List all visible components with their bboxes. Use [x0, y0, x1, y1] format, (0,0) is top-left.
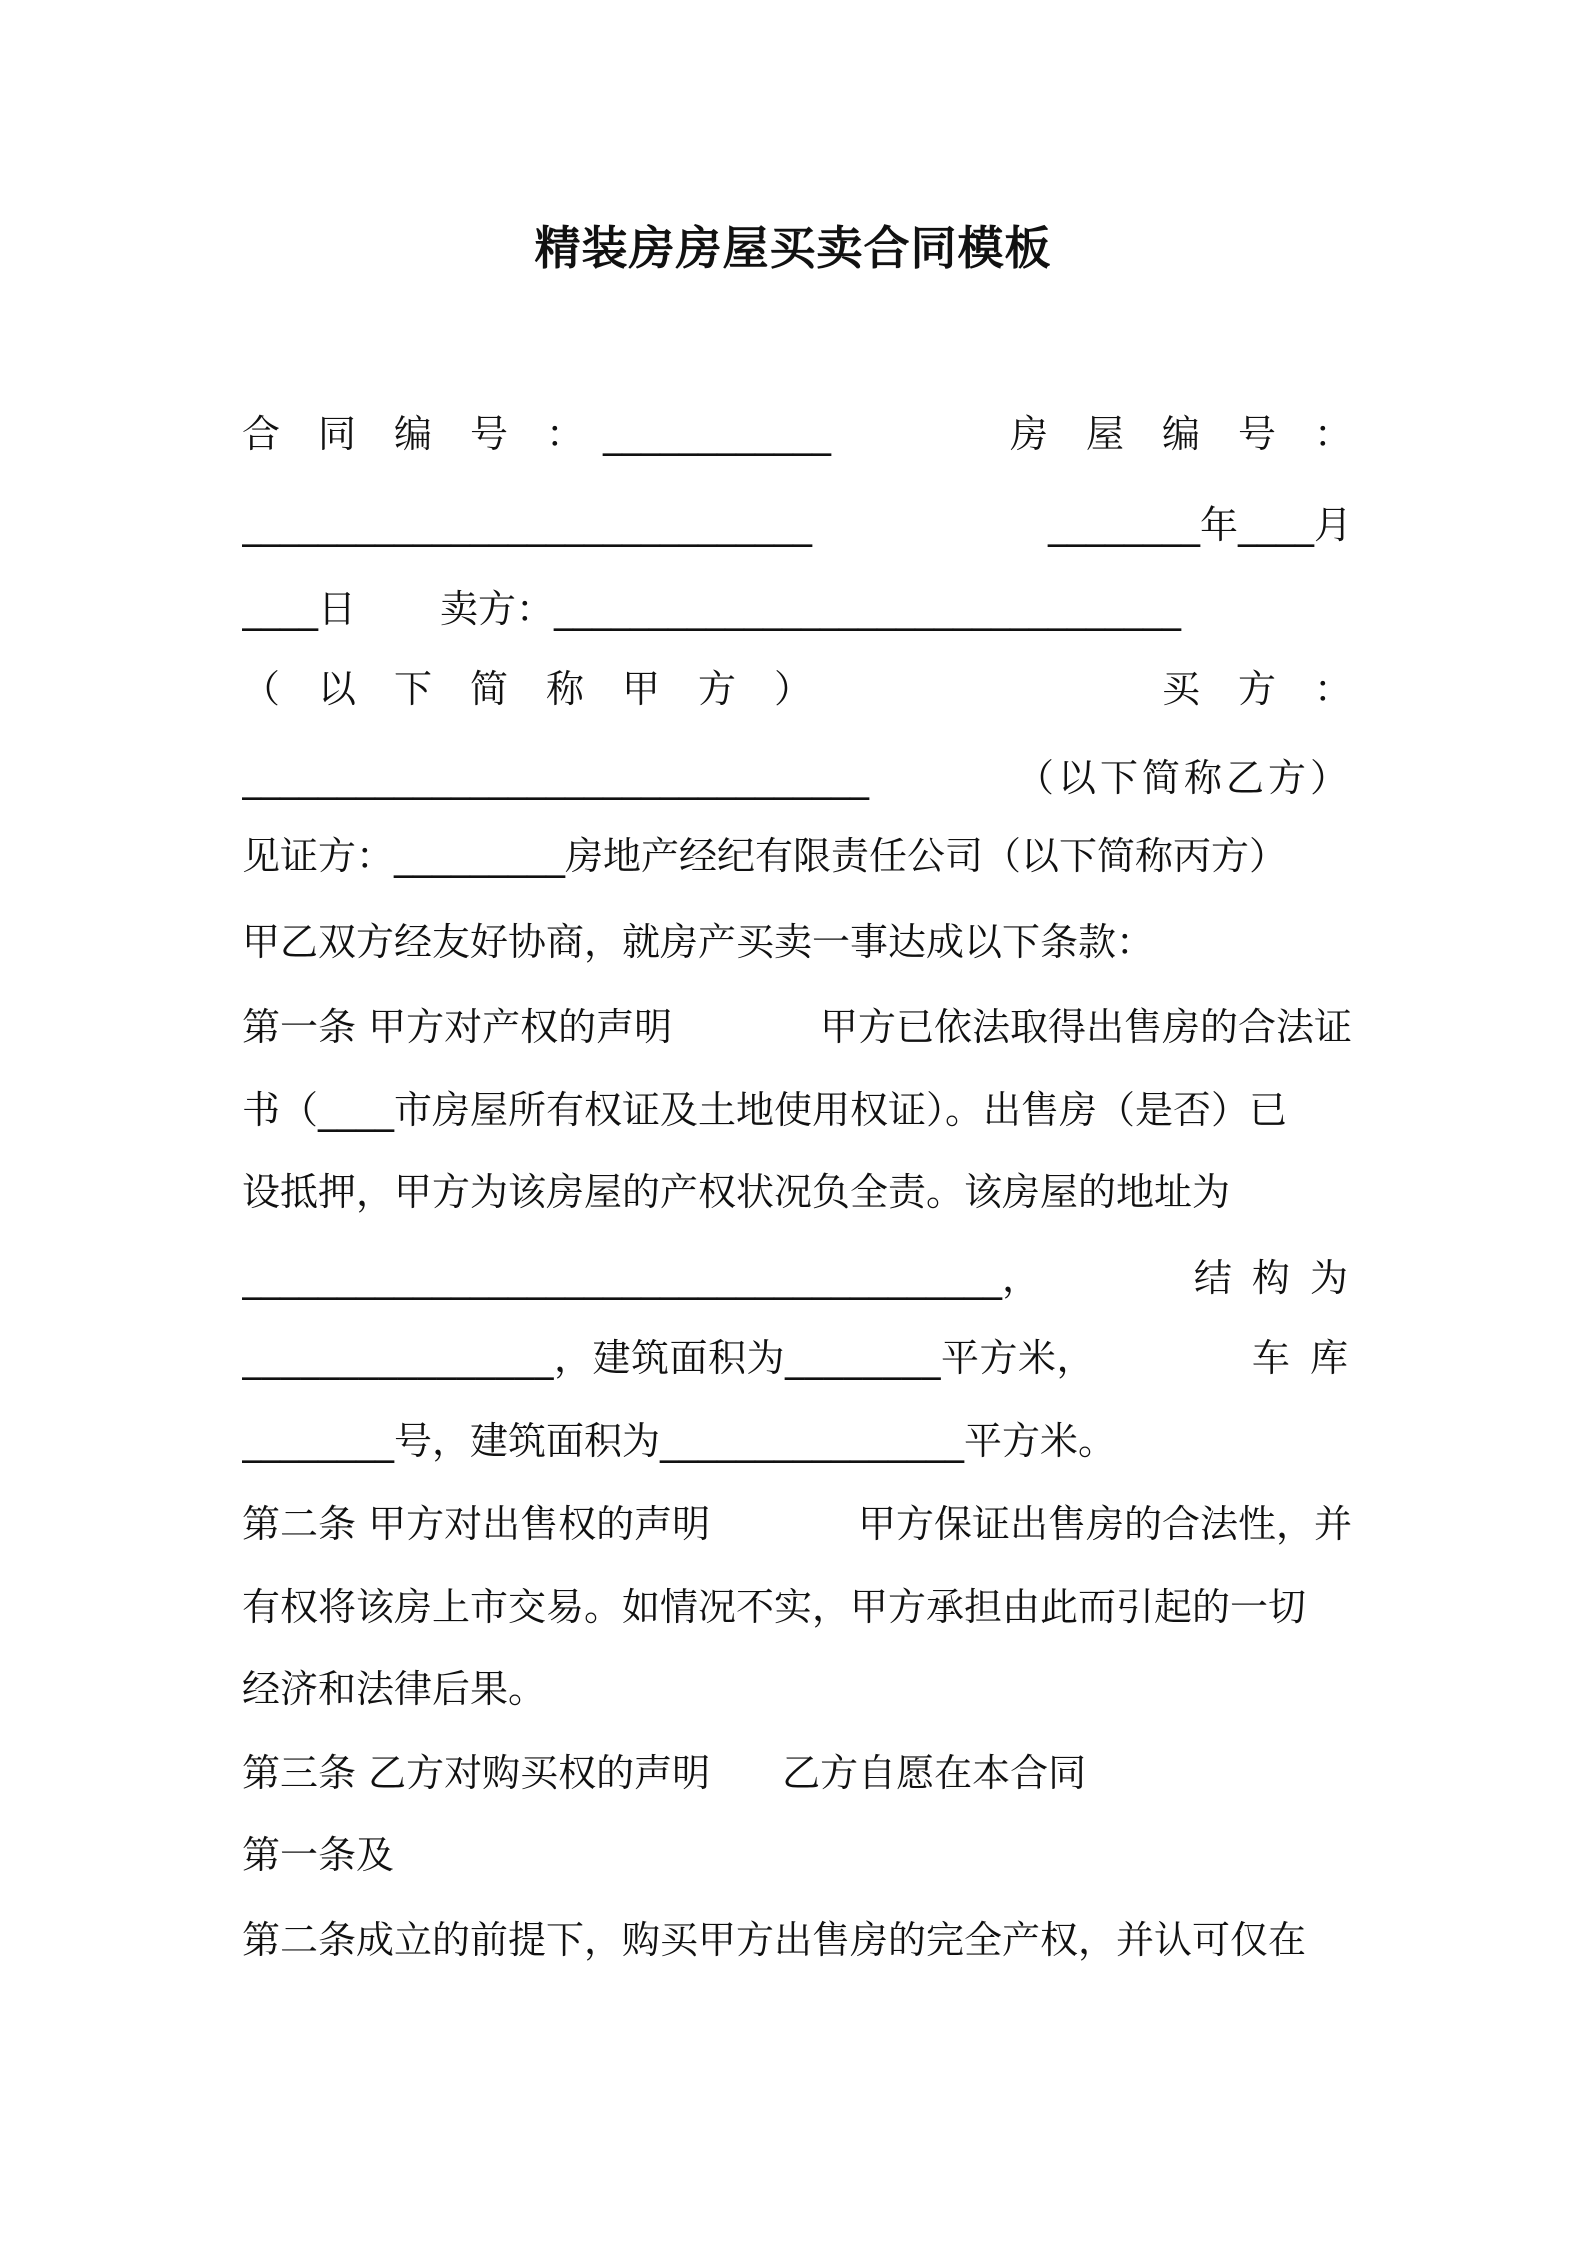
article-one-text-start: 甲方已依法取得出售房的合法证 [819, 1005, 1352, 1049]
garage-label: 车 库 [1251, 1336, 1352, 1380]
garage-area-line: ________号，建筑面积为________________平方米。 [242, 1419, 1117, 1463]
intro-line: 甲乙双方经友好协商，就房产买卖一事达成以下条款： [242, 920, 1155, 964]
article-three-line-3: 第二条成立的前提下，购买甲方出售房的完全产权，并认可仅在 [242, 1918, 1307, 1962]
party-a-alias-line [242, 660, 1352, 718]
house-number-label: 房 屋 编 号 ： [1009, 412, 1352, 456]
seller-label: 卖方： [440, 587, 555, 631]
address-blank: ________________________________________， [242, 1256, 1041, 1300]
document-title: 精装房房屋买卖合同模板 [534, 221, 1052, 275]
article-three-line-2: 第一条及 [242, 1833, 395, 1877]
seller-line [242, 580, 1352, 638]
buyer-label: 买 方 ： [1161, 667, 1352, 711]
witness-line: 见证方：_________房地产经纪有限责任公司（以下简称丙方） [242, 834, 1288, 878]
house-number-blank: ______________________________ [242, 503, 812, 547]
contract-number-line [242, 405, 1352, 463]
article-two-line-2: 有权将该房上市交易。如情况不实，甲方承担由此而引起的一切 [242, 1585, 1307, 1629]
party-a-alias: （ 以 下 简 称 甲 方 ） [242, 667, 813, 711]
building-area-text: ________________，建筑面积为________平方米， [242, 1336, 1096, 1380]
party-b-alias: （以下简称乙方） [1015, 756, 1352, 800]
buyer-blank: _________________________________ [242, 756, 869, 800]
seller-blank: _________________________________ [554, 587, 1182, 631]
date-day: ____日 [242, 587, 357, 631]
article-one-line [242, 998, 1352, 1056]
date-year-month: ________年____月 [1047, 503, 1352, 547]
article-two-heading: 第二条 甲方对出售权的声明 [242, 1502, 711, 1546]
article-two-line [242, 1495, 1352, 1553]
article-two-line-3: 经济和法律后果。 [242, 1667, 547, 1711]
article-three-line [242, 1744, 1352, 1802]
article-three-text-start: 乙方自愿在本合同 [782, 1751, 1087, 1795]
article-one-line-3: 设抵押，甲方为该房屋的产权状况负全责。该房屋的地址为 [242, 1170, 1231, 1214]
buyer-line [242, 749, 1352, 807]
address-line [242, 1249, 1352, 1307]
contract-number-label: 合 同 编 号 ： ____________ [242, 412, 832, 456]
article-one-line-2: 书（____市房屋所有权证及土地使用权证）。出售房（是否）已 [242, 1088, 1288, 1132]
article-three-heading: 第三条 乙方对购买权的声明 [242, 1751, 711, 1795]
article-one-heading: 第一条 甲方对产权的声明 [242, 1005, 673, 1049]
article-two-text-start: 甲方保证出售房的合法性，并 [857, 1502, 1352, 1546]
house-number-date-line [242, 496, 1352, 554]
area-line [242, 1329, 1352, 1387]
structure-label: 结 构 为 [1193, 1256, 1352, 1300]
